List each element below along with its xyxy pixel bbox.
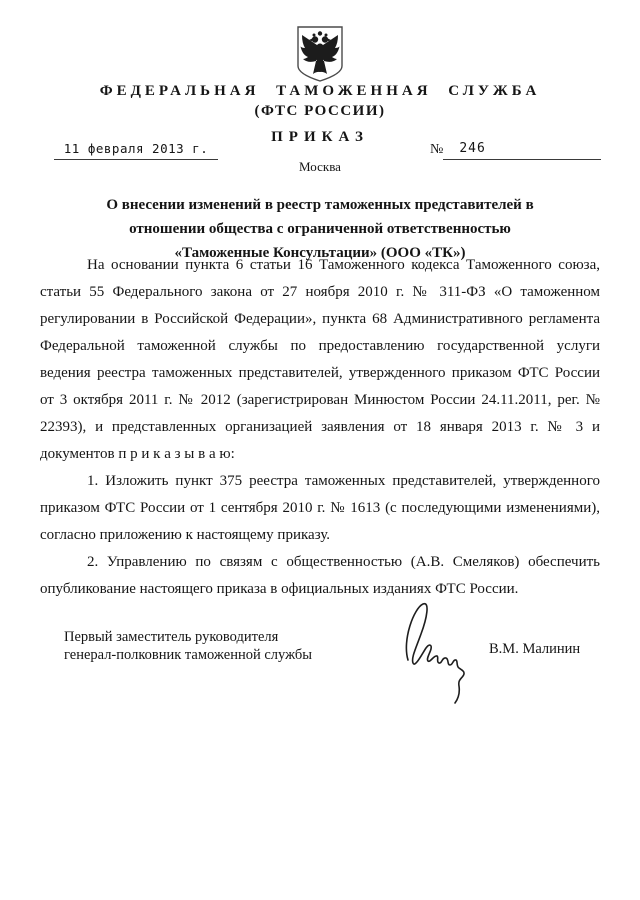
order-number-block (430, 141, 601, 160)
number-sign: № (430, 142, 444, 157)
order-item-2: 2. Управлению по связям с общественностью (А.В. Смеляков) обеспечить опубликование настоящего приказа в официальных изданиях ФТС России. (40, 554, 600, 597)
signer-position-line1: Первый заместитель руководителя (64, 629, 279, 645)
signer-name: В.М. Малинин (489, 641, 581, 657)
order-title-line: отношении общества с ограниченной ответственностью (129, 221, 511, 237)
order-body (40, 252, 600, 603)
order-title-line: «Таможенные Консультации» (ООО «ТК») (174, 245, 466, 261)
coat-of-arms-icon (295, 26, 345, 82)
signer-position-line2: генерал-полковник таможенной службы (64, 647, 313, 663)
document-type-heading: ПРИКАЗ (271, 129, 369, 145)
city-label: Москва (299, 159, 341, 174)
org-name-line1: ФЕДЕРАЛЬНАЯ ТАМОЖЕННАЯ СЛУЖБА (99, 83, 541, 99)
order-number: 246 (443, 141, 601, 160)
order-title-line: О внесении изменений в реестр таможенных представителей в (106, 197, 534, 213)
order-item-1: 1. Изложить пункт 375 реестра таможенных представителей, утвержденного приказом ФТС России от 1 сентября 2010 г. № 1613 (с последующими изменениями), согласно приложению к настоящему приказу. (40, 473, 600, 543)
org-name-line2: (ФТС РОССИИ) (254, 103, 386, 119)
handwritten-signature-icon (396, 596, 474, 704)
preamble-paragraph: На основании пункта 6 статьи 16 Таможенного кодекса Таможенного союза, статьи 55 Федерального закона от 27 ноября 2010 г. № 311-ФЗ «О таможенном регулировании в Российской Федерации», пункта 68 Административного регламента Федеральной таможенной службы по предоставлению государственной услуги ведения реестра таможенных представителей, утвержденного приказом ФТС России от 3 октября 2011 г. № 2012 (зарегистрирован Минюстом России 24.11.2011, рег. № 22393), и представленных организацией заявления от 18 января 2013 г. № 3 и документов п р и к а з ы в а ю: (40, 257, 600, 462)
signer-position (64, 628, 312, 664)
order-date: 11 февраля 2013 г. (54, 141, 218, 160)
